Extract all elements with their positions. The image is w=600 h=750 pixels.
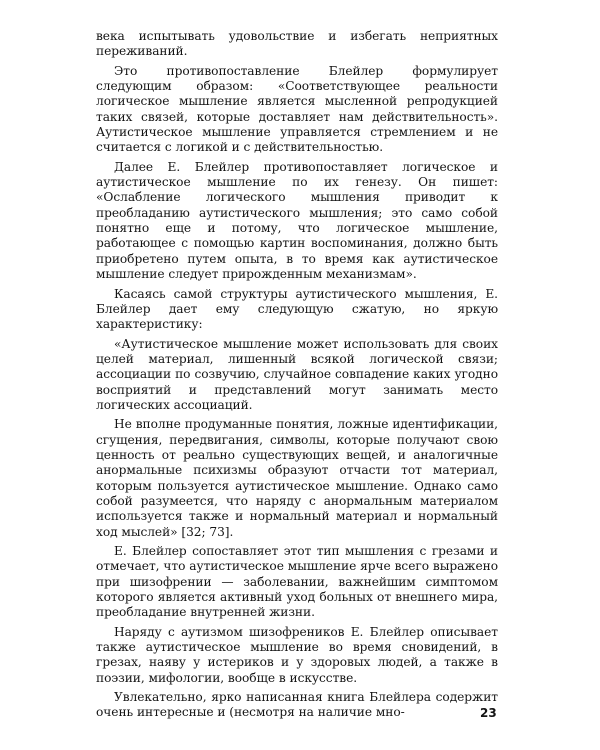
paragraph: Касаясь самой структуры аутистического мышления, Е. Блейлер дает ему следующую сжатую, но яркую характеристику: — [96, 286, 498, 332]
paragraph: Это противопоставление Блейлер формулирует следующим образом: «Соответствующее реальности логическое мышление является мысленной репродукцией таких связей, которые доставляет нам действительность». Аутистическое мышление управляется стремлением и не считается с логикой и с действительностью. — [96, 63, 498, 155]
page-body — [96, 29, 498, 725]
page-number: 23 — [480, 706, 497, 720]
paragraph: Далее Е. Блейлер противопоставляет логическое и аутистическое мышление по их генезу. Он пишет: «Ослабление логического мышления приводит к преобладанию аутистического мышления; это само собой понятно еще и потому, что логическое мышление, работающее с помощью картин воспоминания, должно быть приобретено путем опыта, в то время как аутистическое мышление следует прирожденным механизмам». — [96, 159, 498, 282]
quote-paragraph: Не вполне продуманные понятия, ложные идентификации, сгущения, передвигания, символы, которые получают свою ценность от реально существующих вещей, и аналогичные анормальные психизмы образуют отчасти тот материал, которым пользуется аутистическое мышление. Однако само собой разумеется, что наряду с анормальным материалом используется также и нормальный материал и нормальный ход мыслей» [32; 73]. — [96, 417, 498, 539]
paragraph: Наряду с аутизмом шизофреников Е. Блейлер описывает также аутистическое мышление во время сновидений, в грезах, наяву у истериков и у здоровых людей, а также в поэзии, мифологии, вообще в искусстве. — [96, 624, 498, 685]
paragraph: века испытывать удовольствие и избегать неприятных переживаний. — [96, 29, 498, 59]
quote-paragraph: «Аутистическое мышление может использовать для своих целей материал, лишенный всякой логической связи; ассоциации по созвучию, случайное совпадение каких угодно восприятий и представлений могут занимать место логических ассоциаций. — [96, 336, 498, 412]
paragraph: Увлекательно, ярко написанная книга Блейлера содержит очень интересные и (несмотря на наличие мно- — [96, 690, 498, 720]
paragraph: Е. Блейлер сопоставляет этот тип мышления с грезами и отмечает, что аутистическое мышление ярче всего выражено при шизофрении — заболевании, важнейшим симптомом которого является активный уход больных от внешнего мира, преобладание внутренней жизни. — [96, 544, 498, 620]
